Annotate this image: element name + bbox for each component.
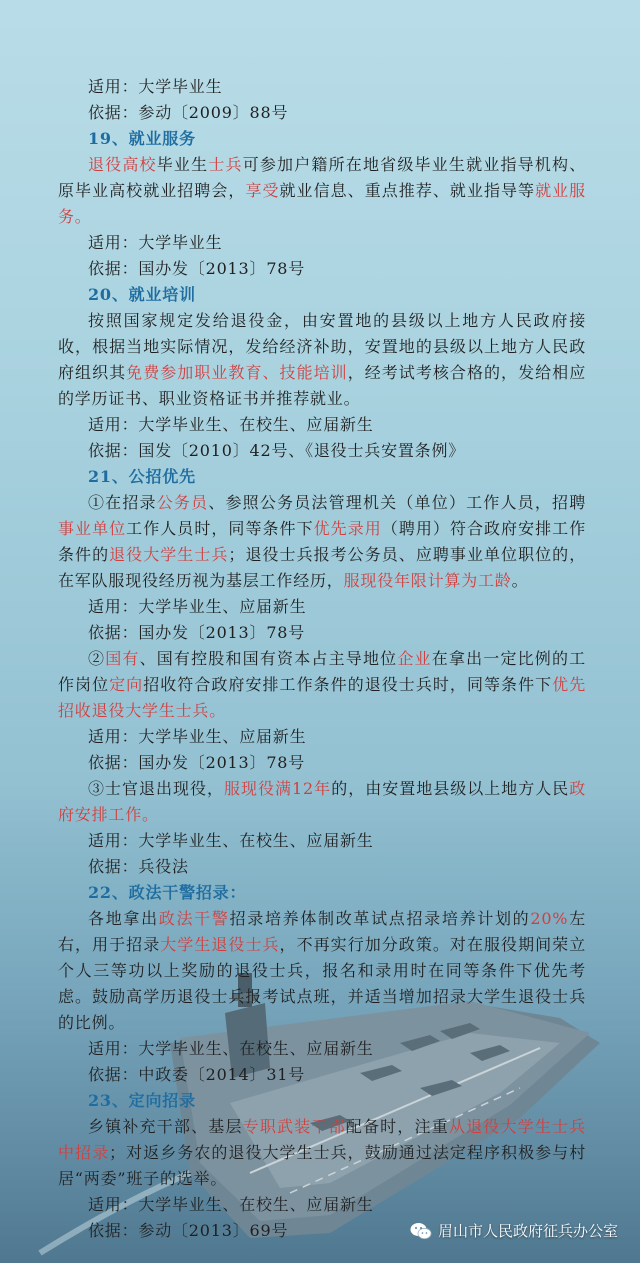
body-text: ；对返乡务农的退役大学生士兵，鼓励通过法定程序积极参与村居“两委”班子的选举。 <box>58 1143 586 1188</box>
highlight-text: 服现役年限计算为工龄 <box>343 571 512 590</box>
highlight-text: 优先招收退役大学生士兵。 <box>58 675 587 720</box>
body-text: 左右，用于招录 <box>58 909 587 954</box>
applicability-line: 适用：大学毕业生、在校生、应届新生 <box>88 1039 374 1058</box>
highlight-text: 政法干警 <box>158 909 230 928</box>
highlight-text: 从退役大学生士兵中招录 <box>58 1117 586 1162</box>
body-text: 、国有控股和国有资本占主导地位 <box>139 649 398 668</box>
highlight-text: 服现役满12年 <box>224 779 332 798</box>
highlight-text: 国有 <box>105 649 140 668</box>
applicability-line: 适用：大学毕业生、在校生、应届新生 <box>88 1195 374 1214</box>
policy-paragraph <box>58 152 586 230</box>
body-text: 招录培养体制改革试点招录培养计划的 <box>229 909 531 928</box>
body-text: 就业信息、重点推荐、就业指导等 <box>279 181 536 200</box>
highlight-text: 士兵 <box>208 155 243 174</box>
policy-text-body <box>58 74 586 1244</box>
applicability-line: 适用：大学毕业生、应届新生 <box>88 597 307 616</box>
applicability-line: 依据：国发〔2010〕42号、《退役士兵安置条例》 <box>88 441 466 460</box>
body-text: ，经考试考核合格的，发给相应的学历证书、职业资格证书并推荐就业。 <box>58 363 587 408</box>
highlight-text: 退役大学生士兵 <box>109 545 229 564</box>
applicability-line: 适用：大学毕业生 <box>88 233 223 252</box>
applicability-line: 依据：中政委〔2014〕31号 <box>88 1065 306 1084</box>
section-heading: 20、就业培训 <box>88 285 196 304</box>
policy-paragraph <box>58 646 586 724</box>
applicability-line: 适用：大学毕业生、在校生、应届新生 <box>88 415 374 434</box>
body-text: ，不再实行加分政策。对在服役期间荣立个人三等功以上奖励的退役士兵，报名和录用时在同等条件下优先考虑。鼓励高学历退役士兵报考试点班，并适当增加招录大学生退役士兵的比例。 <box>58 935 586 1032</box>
policy-paragraph <box>58 1114 586 1192</box>
highlight-text: 企业 <box>397 649 432 668</box>
body-text: 可参加户籍所在地省级毕业生就业指导机构、原毕业高校就业招聘会， <box>58 155 586 200</box>
watermark-text: 眉山市人民政府征兵办公室 <box>437 1222 618 1240</box>
applicability-line: 依据：国办发〔2013〕78号 <box>88 623 306 642</box>
highlight-text: 优先录用 <box>313 519 382 538</box>
policy-paragraph <box>58 308 586 412</box>
body-text: ③士官退出现役， <box>88 779 225 798</box>
applicability-line: 依据：参动〔2013〕69号 <box>88 1221 289 1240</box>
body-text: ② <box>88 649 106 668</box>
wechat-icon <box>410 1222 432 1240</box>
highlight-text: 政府安排工作。 <box>58 779 587 824</box>
wechat-watermark <box>410 1220 618 1241</box>
body-text: 毕业生 <box>156 155 209 174</box>
body-text: 的，由安置地县级以上地方人民 <box>331 779 570 798</box>
body-text: 。 <box>511 571 529 590</box>
highlight-text: 大学生退役士兵 <box>160 935 280 954</box>
highlight-text: 定向 <box>109 675 144 694</box>
body-text: 、参照公务员法管理机关（单位）工作人员，招聘 <box>208 493 586 512</box>
body-text: 乡镇补充干部、基层 <box>88 1117 243 1136</box>
applicability-line: 适用：大学毕业生 <box>88 77 223 96</box>
highlight-text: 公务员 <box>156 493 209 512</box>
body-text: 按照国家规定发给退役金，由安置地的县级以上地方人民政府接收，根据当地实际情况，发给经济补助，安置地的县级以上地方人民政府组织其 <box>58 311 586 382</box>
highlight-text: 专职武装干部 <box>242 1117 346 1136</box>
body-text: 在拿出一定比例的工作岗位 <box>58 649 586 694</box>
body-text: 各地拿出 <box>88 909 159 928</box>
highlight-text: 退役高校 <box>88 155 157 174</box>
applicability-line: 适用：大学毕业生、应届新生 <box>88 727 307 746</box>
highlight-text: 就业服务。 <box>58 181 586 226</box>
section-heading: 23、定向招录 <box>88 1091 196 1110</box>
body-text: 配备时，注重 <box>345 1117 449 1136</box>
body-text: （聘用）符合政府安排工作条件的 <box>58 519 587 564</box>
highlight-text: 20% <box>530 909 569 928</box>
section-heading: 22、政法干警招录： <box>88 883 247 902</box>
applicability-line: 依据：国办发〔2013〕78号 <box>88 259 306 278</box>
section-heading: 21、公招优先 <box>88 467 196 486</box>
applicability-line: 依据：兵役法 <box>88 857 189 876</box>
body-text: ；退役士兵报考公务员、应聘事业单位职位的，在军队服现役经历视为基层工作经历， <box>58 545 586 590</box>
body-text: 工作人员时，同等条件下 <box>126 519 314 538</box>
highlight-text: 享受 <box>245 181 280 200</box>
policy-paragraph <box>58 490 586 594</box>
applicability-line: 依据：参动〔2009〕88号 <box>88 103 289 122</box>
policy-paragraph <box>58 906 586 1036</box>
applicability-line: 依据：国办发〔2013〕78号 <box>88 753 306 772</box>
body-text: 招收符合政府安排工作条件的退役士兵时，同等条件下 <box>143 675 553 694</box>
policy-paragraph <box>58 776 586 828</box>
highlight-text: 事业单位 <box>58 519 127 538</box>
highlight-text: 免费参加职业教育、技能培训 <box>126 363 348 382</box>
applicability-line: 适用：大学毕业生、在校生、应届新生 <box>88 831 374 850</box>
section-heading: 19、就业服务 <box>88 129 196 148</box>
body-text: ①在招录 <box>88 493 157 512</box>
